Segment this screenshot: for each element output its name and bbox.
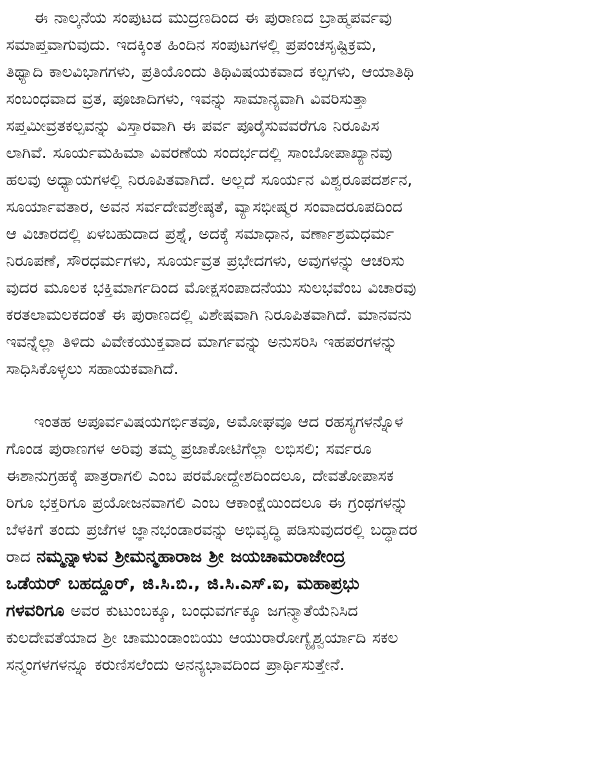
maharaja-title-bold: ಒಡೆಯರ್ ಬಹದ್ದೂರ್, ಜಿ.ಸಿ.ಬಿ., ಜಿ.ಸಿ.ಎಸ್.ಐ, ಮಹಾಪ್ರಭು [6, 574, 360, 594]
text-line: ಕುಲದೇವತೆಯಾದ ಶ್ರೀ ಚಾಮುಂಡಾಂಬಿಯು ಆಯುರಾರೋಗ್ಯೈಶ್ವರ್ಯಾದಿ ಸಕಲ [6, 628, 399, 647]
text-line: ವುದರ ಮೂಲಕ ಭಕ್ತಿಮಾರ್ಗದಿಂದ ಮೋಕ್ಷಸಂಪಾದನೆಯು ಸುಲಭವೆಂಬ ವಿಚಾರವು [6, 278, 417, 297]
paragraph-2 [6, 408, 594, 678]
text-line: ಈ ನಾಲ್ಕನೆಯ ಸಂಪುಟದ ಮುದ್ರಣದಿಂದ ಈ ಪುರಾಣದ ಬ್ರಾಹ್ಮಪರ್ವವು [34, 8, 392, 27]
text-segment: ರಾದ [6, 547, 37, 566]
text-line: ಸಾಧಿಸಿಕೊಳ್ಳಲು ಸಹಾಯಕವಾಗಿದೆ. [6, 359, 179, 378]
text-line: ಸಂಬಂಧವಾದ ವ್ರತ, ಪೂಜಾದಿಗಳು, ಇವನ್ನು ಸಾಮಾನ್ಯವಾಗಿ ವಿವರಿಸುತ್ತಾ [6, 89, 369, 108]
text-line: ಹಲವು ಅಧ್ಯಾಯಗಳಲ್ಲಿ ನಿರೂಪಿತವಾಗಿದೆ. ಅಲ್ಲದೆ ಸೂರ್ಯನ ವಿಶ್ವರೂಪದರ್ಶನ, [6, 170, 413, 189]
maharaja-name-bold: ನಮ್ಮನ್ನಾಳುವ ಶ್ರೀಮನ್ಮಹಾರಾಜ ಶ್ರೀ ಜಯಚಾಮರಾಜೇಂದ್ರ [36, 547, 346, 567]
text-line: ಕರತಲಾಮಲಕದಂತೆ ಈ ಪುರಾಣದಲ್ಲಿ ವಿಶೇಷವಾಗಿ ನಿರೂಪಿತವಾಗಿದೆ. ಮಾನವನು [6, 305, 412, 324]
text-line-bold [6, 570, 594, 597]
text-line: ಸಮಾಪ್ತವಾಗುವುದು. ಇದಕ್ಕಿಂತ ಹಿಂದಿನ ಸಂಪುಟಗಳಲ್ಲಿ ಪ್ರಪಂಚಸೃಷ್ಟಿಕ್ರಮ, [6, 35, 377, 54]
text-line: ಸೂರ್ಯಾವತಾರ, ಅವನ ಸರ್ವದೇವಶ್ರೇಷ್ಠತೆ, ವ್ಯಾಸಭೀಷ್ಮರ ಸಂವಾದರೂಪದಿಂದ [6, 197, 403, 216]
text-line: ನಿರೂಪಣೆ, ಸೌರಧರ್ಮಗಳು, ಸೂರ್ಯವ್ರತ ಪ್ರಭೇದಗಳು, ಅವುಗಳನ್ನು ಆಚರಿಸು [6, 251, 405, 270]
text-line: ತಿಥ್ಯಾದಿ ಕಾಲವಿಭಾಗಗಳು, ಪ್ರತಿಯೊಂದು ತಿಥಿವಿಷಯಕವಾದ ಕಲ್ಪಗಳು, ಆಯಾತಿಥಿ [6, 62, 414, 81]
text-line-with-bold [6, 597, 594, 624]
text-line: ಸನ್ಮಂಗಳಗಳನ್ನೂ ಕರುಣಿಸಲೆಂದು ಅನನ್ಯಭಾವದಿಂದ ಪ್ರಾರ್ಥಿಸುತ್ತೇನೆ. [6, 655, 345, 674]
text-segment: ಅವರ ಕುಟುಂಬಕ್ಕೂ, ಬಂಧುವರ್ಗಕ್ಕೂ ಜಗನ್ಮಾತೆಯೆನಿಸಿದ [64, 601, 358, 620]
text-line: ಆ ವಿಚಾರದಲ್ಲಿ ಏಳಬಹುದಾದ ಪ್ರಶ್ನೆ, ಅದಕ್ಕೆ ಸಮಾಧಾನ, ವರ್ಣಾಶ್ರಮಧರ್ಮ [6, 224, 395, 243]
honorific-bold: ಗಳವರಿಗೂ [6, 601, 65, 621]
text-line: ಸಪ್ತಮೀವ್ರತಕಲ್ಪವನ್ನು ವಿಸ್ತಾರವಾಗಿ ಈ ಪರ್ವ ಪೂರೈಸುವವರೆಗೂ ನಿರೂಪಿಸ [6, 116, 380, 135]
text-line: ಇವನ್ನೆಲ್ಲಾ ತಿಳಿದು ವಿವೇಕಯುಕ್ತವಾದ ಮಾರ್ಗವನ್ನು ಅನುಸರಿಸಿ ಇಹಪರಗಳನ್ನು [6, 332, 398, 351]
text-line: ಗೊಂಡ ಪುರಾಣಗಳ ಅರಿವು ತಮ್ಮ ಪ್ರಜಾಕೋಟಿಗೆಲ್ಲಾ ಲಭಿಸಲಿ; ಸರ್ವರೂ [6, 439, 372, 458]
text-line-with-bold [6, 543, 594, 570]
paragraph-1 [6, 4, 594, 382]
text-line: ಲಾಗಿವೆ. ಸೂರ್ಯಮಹಿಮಾ ವಿವರಣೆಯ ಸಂದರ್ಭದಲ್ಲಿ ಸಾಂಬೋಪಾಖ್ಯಾನವು [6, 143, 393, 162]
text-line: ಈಶಾನುಗ್ರಹಕ್ಕೆ ಪಾತ್ರರಾಗಲಿ ಎಂಬ ಪರಮೋದ್ದೇಶದಿಂದಲೂ, ದೇವತೋಪಾಸಕ [6, 466, 394, 485]
text-line: ರಿಗೂ ಭಕ್ತರಿಗೂ ಪ್ರಯೋಜನವಾಗಲಿ ಎಂಬ ಆಕಾಂಕ್ಷೆಯಿಂದಲೂ ಈ ಗ್ರಂಥಗಳನ್ನು [6, 493, 408, 512]
text-line: ಬೆಳಕಿಗೆ ತಂದು ಪ್ರಜೆಗಳ ಜ್ಞಾನಭಂಡಾರವನ್ನು ಅಭಿವೃದ್ಧಿ ಪಡಿಸುವುದರಲ್ಲಿ ಬದ್ಧಾದರ [6, 520, 418, 539]
text-line: ಇಂತಹ ಅಪೂರ್ವವಿಷಯಗರ್ಭಿತವೂ, ಅಮೋಘವೂ ಆದ ರಹಸ್ಯಗಳನ್ನೊಳ [34, 412, 404, 431]
